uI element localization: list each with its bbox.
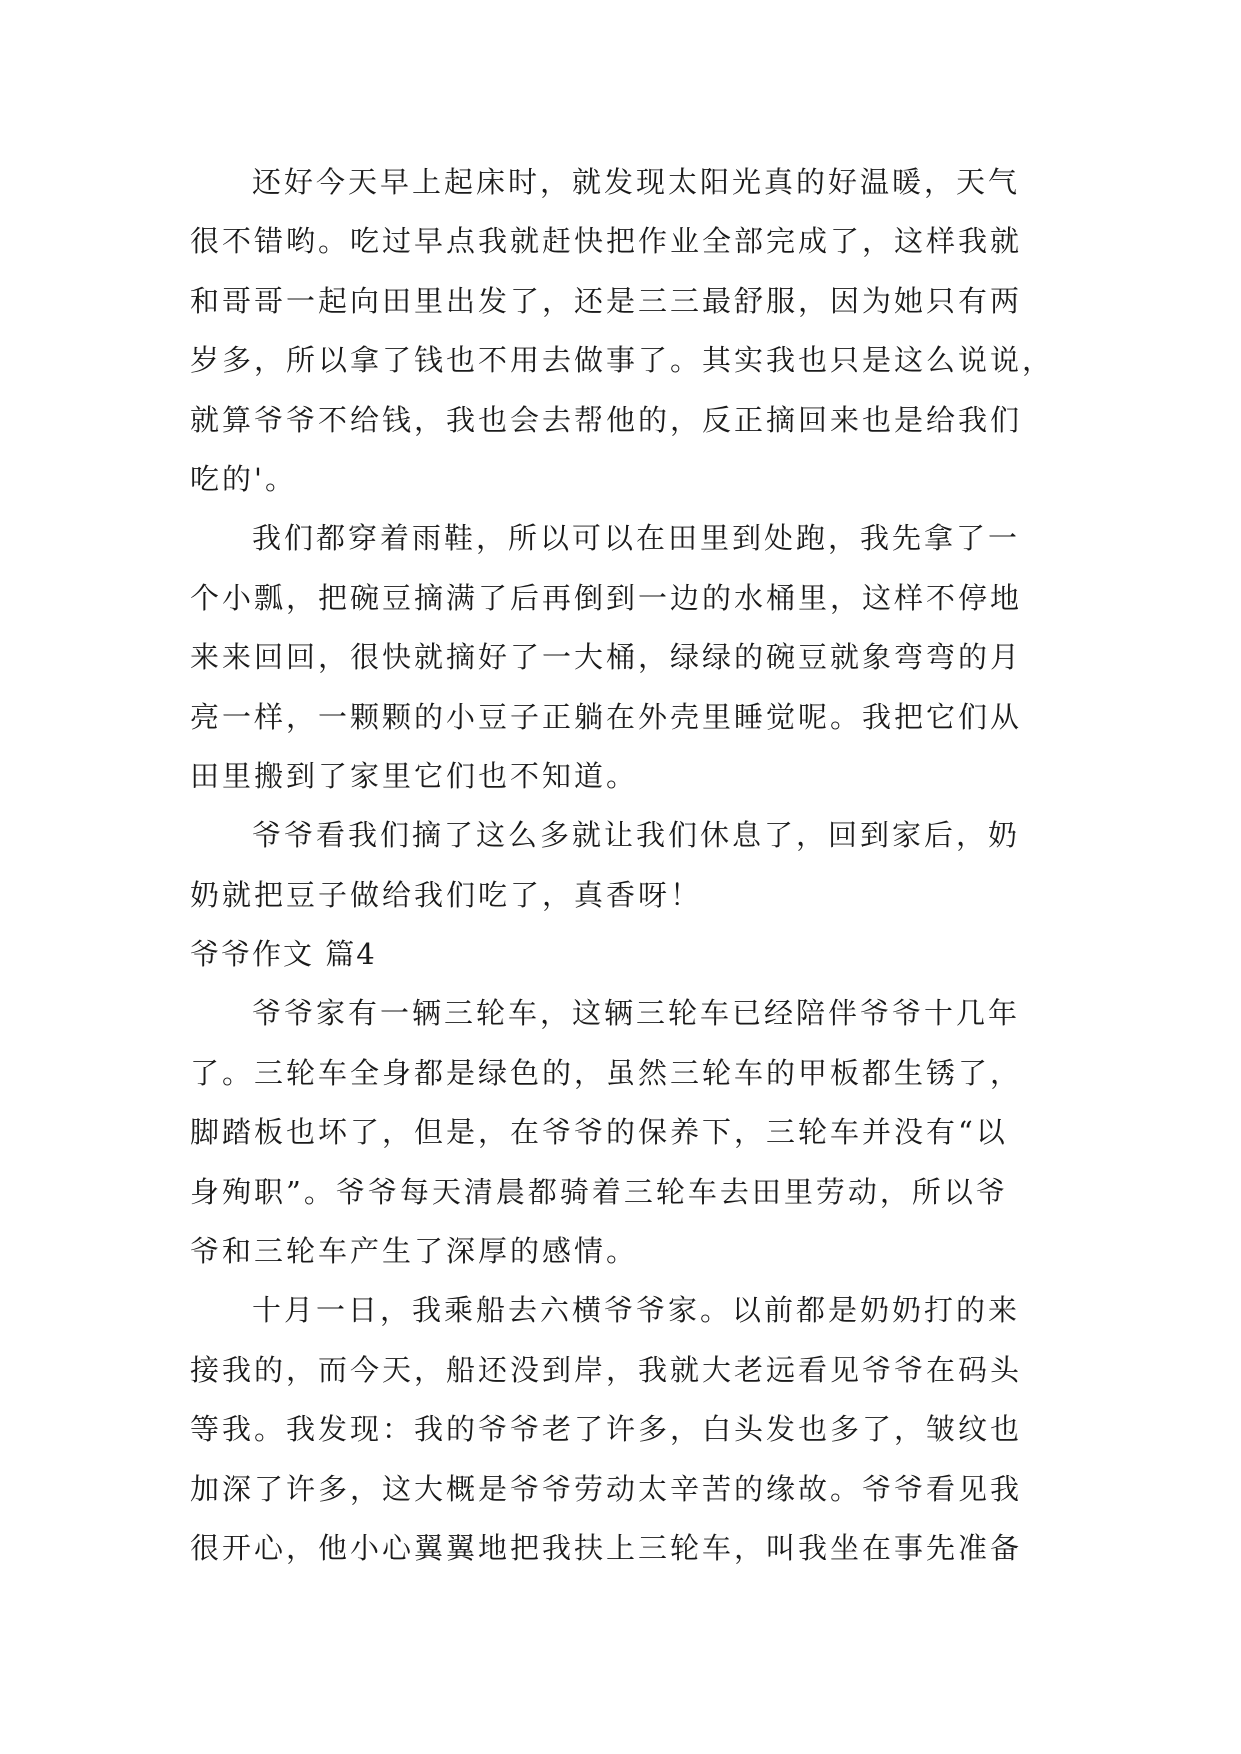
text-line: 和哥哥一起向田里出发了，还是三三最舒服，因为她只有两: [190, 283, 1023, 318]
section-heading: 爷爷作文 篇4: [190, 937, 377, 972]
text-line: 爷和三轮车产生了深厚的感情。: [190, 1234, 639, 1269]
text-line: 爷爷看我们摘了这么多就让我们休息了，回到家后，奶: [252, 818, 1021, 853]
paragraph: [190, 1281, 1070, 1578]
text-line: 加深了许多，这大概是爷爷劳动太辛苦的缘故。爷爷看见我: [190, 1471, 1023, 1506]
text-line: 还好今天早上起床时，就发现太阳光真的好温暖，天气: [252, 165, 1021, 199]
text-line: 就算爷爷不给钱，我也会去帮他的，反正摘回来也是给我们: [190, 402, 1023, 437]
text-line: 亮一样，一颗颗的小豆子正躺在外壳里睡觉呢。我把它们从: [190, 699, 1023, 734]
text-line: 奶就把豆子做给我们吃了，真香呀！: [190, 877, 703, 912]
paragraph: [190, 509, 1070, 806]
text-line: 脚踏板也坏了，但是，在爷爷的保养下，三轮车并没有“以: [190, 1115, 1008, 1150]
text-line: 身殉职”。爷爷每天清晨都骑着三轮车去田里劳动，所以爷: [190, 1174, 1008, 1209]
text-line: 等我。我发现：我的爷爷老了许多，白头发也多了，皱纹也: [190, 1412, 1023, 1447]
document-body: [190, 153, 1070, 1578]
text-line: 来来回回，很快就摘好了一大桶，绿绿的碗豆就象弯弯的月: [190, 640, 1023, 675]
paragraph: [190, 153, 1070, 509]
text-line: 岁多，所以拿了钱也不用去做事了。其实我也只是这么说说，: [190, 343, 1055, 378]
text-line: 吃的'。: [190, 461, 297, 496]
text-line: 了。三轮车全身都是绿色的，虽然三轮车的甲板都生锈了，: [190, 1055, 1023, 1090]
text-line: 很开心，他小心翼翼地把我扶上三轮车，叫我坐在事先准备: [190, 1530, 1023, 1565]
text-line: 爷爷家有一辆三轮车，这辆三轮车已经陪伴爷爷十几年: [252, 996, 1021, 1031]
text-line: 十月一日，我乘船去六横爷爷家。以前都是奶奶打的来: [252, 1293, 1021, 1328]
text-line: 我们都穿着雨鞋，所以可以在田里到处跑，我先拿了一: [252, 521, 1021, 556]
text-line: 接我的，而今天，船还没到岸，我就大老远看见爷爷在码头: [190, 1352, 1023, 1387]
paragraph: [190, 984, 1070, 1281]
paragraph: [190, 806, 1070, 925]
text-line: 个小瓢，把碗豆摘满了后再倒到一边的水桶里，这样不停地: [190, 580, 1023, 615]
text-line: 很不错哟。吃过早点我就赶快把作业全部完成了，这样我就: [190, 224, 1023, 259]
text-line: 田里搬到了家里它们也不知道。: [190, 758, 639, 793]
